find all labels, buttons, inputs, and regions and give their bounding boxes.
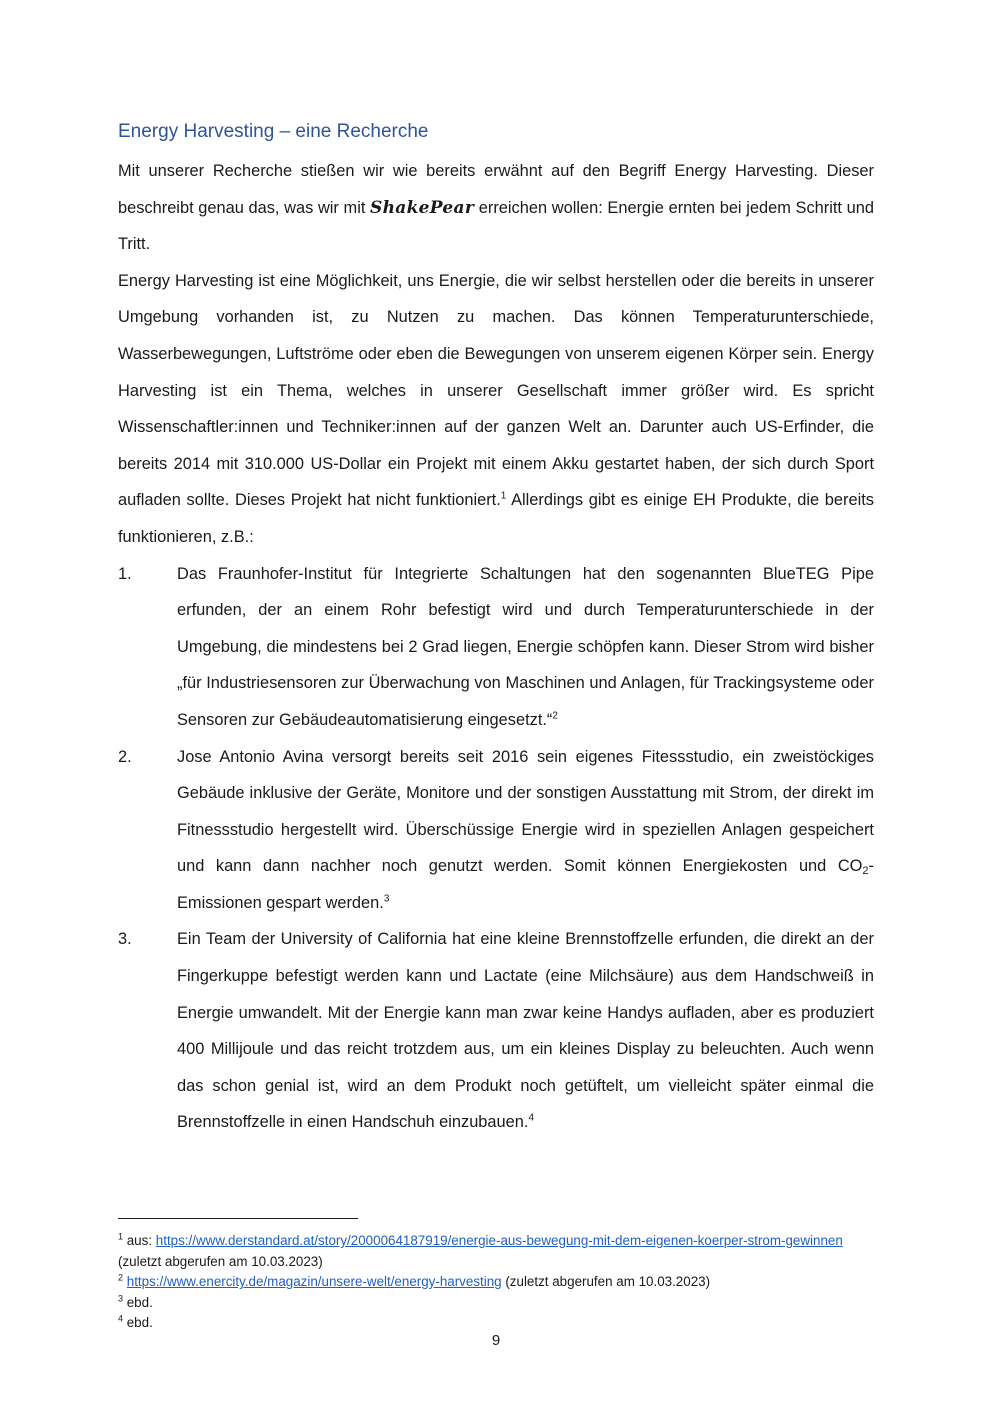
footnote-text: ebd. bbox=[123, 1294, 153, 1310]
footnote-number: 4 bbox=[118, 1313, 124, 1324]
footnote-suffix: (zuletzt abgerufen am 10.03.2023) bbox=[501, 1274, 711, 1289]
footnote-2 bbox=[118, 1272, 874, 1293]
footnote-number: 1 bbox=[118, 1231, 124, 1242]
list-item-text-a: Jose Antonio Avina versorgt bereits seit 2016 sein eigenes Fitessstudio, ein zweistöckiges Gebäude inklusive der Geräte, Monitore und der sonstigen Ausstattung mit Strom, der direkt im Fitnessstudio hergestellt wird. Überschüssige Energie wird in speziellen Anlagen gespeichert und kann dann nachher noch genutzt werden. Somit können Energiekosten und CO bbox=[177, 747, 874, 876]
footnote-ref-2[interactable]: 2 bbox=[552, 710, 558, 722]
paragraph-intro-text-a: Mit unserer Recherche stießen wir wie bereits erwähnt auf den Begriff Energy Harvesting. Dieser beschreibt genau das, was wir mit bbox=[118, 162, 874, 217]
footnote-number: 3 bbox=[118, 1293, 124, 1304]
shakepear-logo: ShakePear bbox=[370, 197, 475, 218]
footnote-prefix: aus: bbox=[123, 1233, 156, 1248]
paragraph-energy-harvesting bbox=[118, 263, 874, 556]
list-item bbox=[118, 921, 874, 1141]
list-item-number: 3. bbox=[118, 930, 132, 949]
footnote-link-derstandard[interactable]: https://www.derstandard.at/story/2000064187919/energie-aus-bewegung-mit-dem-eigenen-koerper-strom-gewinnen bbox=[155, 1233, 843, 1248]
co2-subscript: 2 bbox=[862, 865, 869, 878]
footnotes bbox=[118, 1218, 874, 1334]
footnote-ref-4[interactable]: 4 bbox=[528, 1112, 535, 1124]
footnote-3 bbox=[118, 1293, 874, 1314]
footnote-ref-1[interactable]: 1 bbox=[500, 490, 507, 502]
footnote-divider bbox=[118, 1218, 358, 1219]
paragraph-intro bbox=[118, 153, 874, 263]
list-item-text: Ein Team der University of California hat eine kleine Brennstoffzelle erfunden, die direkt an der Fingerkuppe befestigt werden kann und Lactate (eine Milchsäure) aus dem Handschweiß in Energie umwandelt. Mit der Energie kann man zwar keine Handys aufladen, aber es produziert 400 Millijoule und das reicht trotzdem aus, um ein kleines Display zu beleuchten. Auch wenn das schon genial ist, wird an dem Produkt noch getüftelt, um vielleicht später einmal die Brennstoffzelle in einen Handschuh einzubauen. bbox=[177, 930, 874, 1132]
list-item bbox=[118, 556, 874, 739]
list-item-text-b: -Emissionen gespart werden. bbox=[177, 857, 874, 912]
footnote-text: ebd. bbox=[123, 1315, 153, 1330]
paragraph-text-b: Allerdings gibt es einige EH Produkte, die bereits funktionieren, z.B.: bbox=[118, 491, 875, 546]
footnote-suffix: (zuletzt abgerufen am 10.03.2023) bbox=[118, 1253, 323, 1269]
footnote-1 bbox=[118, 1231, 874, 1272]
footnote-ref-3[interactable]: 3 bbox=[383, 893, 390, 905]
footnote-number: 2 bbox=[118, 1272, 124, 1283]
footnote-4 bbox=[118, 1313, 874, 1334]
list-item-number: 1. bbox=[118, 564, 132, 583]
section-heading: Energy Harvesting – eine Recherche bbox=[118, 121, 429, 142]
list-item-text: Das Fraunhofer-Institut für Integrierte Schaltungen hat den sogenannten BlueTEG Pipe erfunden, der an einem Rohr befestigt wird und durch Temperaturunterschiede in der Umgebung, die mindestens bei 2 Grad liegen, Energie schöpfen kann. Dieser Strom wird bisher „für Industriesensoren zur Überwachung von Maschinen und Anlagen, für Trackingsysteme oder Sensoren zur Gebäudeautomatisierung eingesetzt.“ bbox=[177, 564, 874, 729]
footnote-link-enercity[interactable]: https://www.enercity.de/magazin/unsere-welt/energy-harvesting bbox=[126, 1274, 502, 1289]
body-text bbox=[118, 153, 874, 1141]
list-item-number: 2. bbox=[118, 747, 132, 766]
list-item bbox=[118, 739, 874, 922]
paragraph-text-a: Energy Harvesting ist eine Möglichkeit, uns Energie, die wir selbst herstellen oder die bereits in unserer Umgebung vorhanden ist, zu Nutzen zu machen. Das können Temperaturunterschiede, Wasserbewegungen, Luftströme oder eben die Bewegungen von unserem eigenen Körper sein. Energy Harvesting ist ein Thema, welches in unserer Gesellschaft immer größer wird. Es spricht Wissenschaftler:innen und Techniker:innen auf der ganzen Welt an. Darunter auch US-Erfinder, die bereits 2014 mit 310.000 US-Dollar ein Projekt mit einem Akku gestartet haben, der sich durch Sport aufladen sollte. Dieses Projekt hat nicht funktioniert. bbox=[118, 271, 874, 510]
paragraph-intro-text-b: erreichen wollen: Energie ernten bei jedem Schritt und Tritt. bbox=[118, 198, 874, 254]
page-number: 9 bbox=[491, 1332, 501, 1349]
examples-list bbox=[118, 556, 874, 1142]
document-page bbox=[118, 118, 874, 1141]
